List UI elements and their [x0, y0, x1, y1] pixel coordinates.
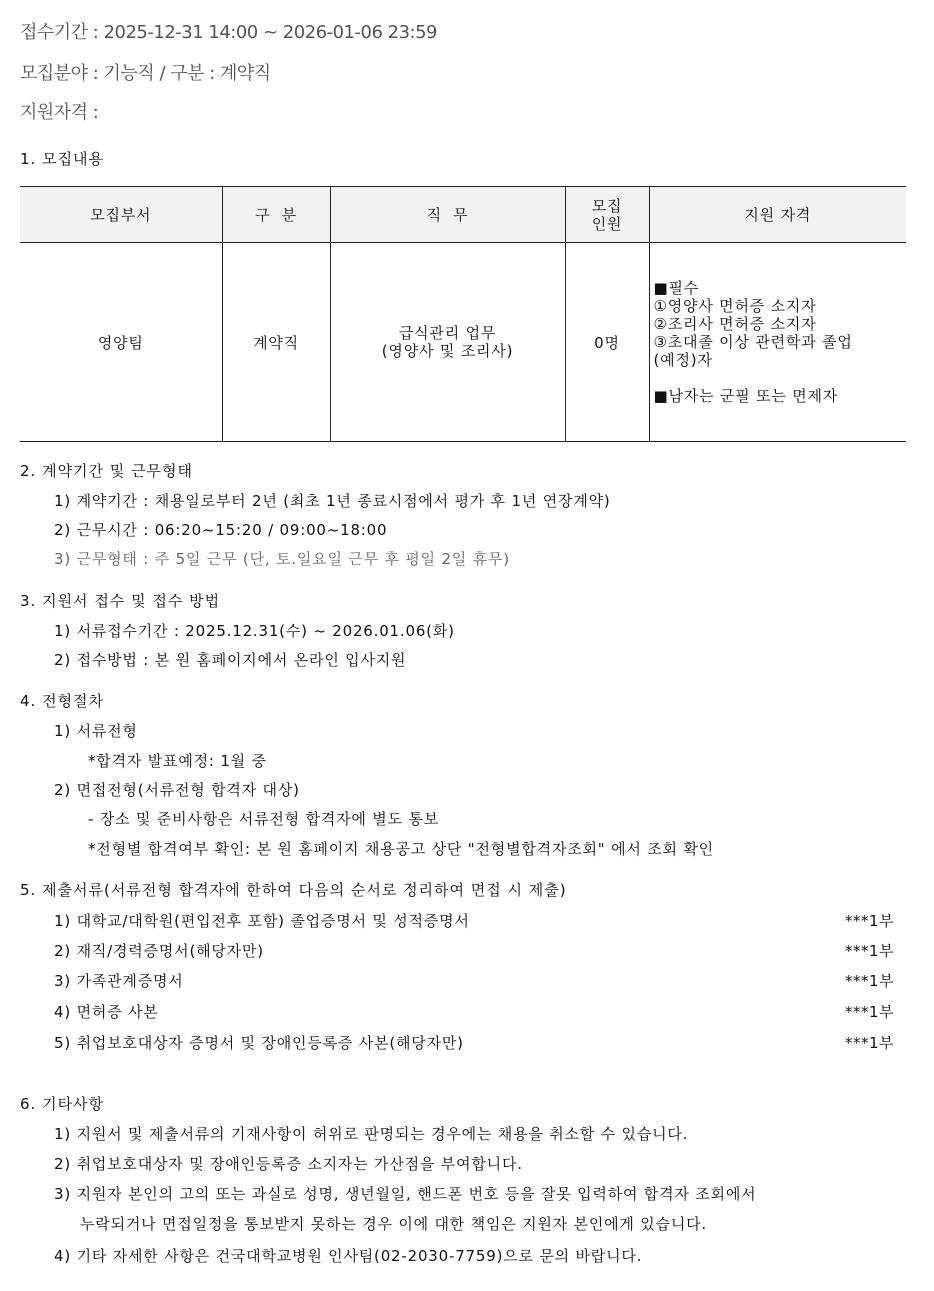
procedure-sub: *전형별 합격여부 확인: 본 원 홈페이지 채용공고 상단 "전형별합격자조회" 에서 조회 확인 [88, 840, 714, 858]
document-item: 3) 가족관계증명서 [54, 972, 184, 990]
procedure-item: 2) 면접전형(서류전형 합격자 대상) [54, 781, 300, 799]
document-count: ***1부 [844, 972, 894, 990]
cell-job [330, 243, 565, 442]
header-type: 구 분 [222, 187, 330, 243]
others-item: 1) 지원서 및 제출서류의 기재사항이 허위로 판명되는 경우에는 채용을 취소할 수 있습니다. [54, 1125, 689, 1143]
document-item: 4) 면허증 사본 [54, 1003, 159, 1021]
application-item: 2) 접수방법 : 본 원 홈페이지에서 온라인 입사지원 [54, 651, 407, 669]
document-count: ***1부 [844, 1003, 894, 1021]
qualification-label: 지원자격 : [20, 102, 99, 123]
document-count: ***1부 [844, 912, 894, 930]
qual-line: ③초대졸 이상 관련학과 졸업 [653, 333, 853, 351]
qual-spacer [654, 369, 907, 387]
header-count-line1: 모집 [591, 196, 623, 215]
procedure-sub: - 장소 및 준비사항은 서류전형 합격자에 별도 통보 [88, 810, 439, 828]
table-row [20, 243, 906, 442]
document-count: ***1부 [844, 942, 894, 960]
contract-item: 2) 근무시간 : 06:20~15:20 / 09:00~18:00 [54, 521, 388, 539]
qual-line: (예정)자 [653, 351, 713, 369]
header-dept: 모집부서 [20, 187, 222, 243]
recruit-table [20, 186, 906, 442]
section-title-documents: 5. 제출서류(서류전형 합격자에 한하여 다음의 순서로 정리하여 면접 시 제출) [20, 881, 567, 899]
others-item: 3) 지원자 본인의 고의 또는 과실로 성명, 생년월일, 핸드폰 번호 등을 잘못 입력하여 합격자 조회에서 [54, 1185, 757, 1203]
cell-type: 계약직 [222, 243, 330, 442]
qual-line: ①영양사 면허증 소지자 [653, 297, 817, 315]
header-count-line2: 인원 [591, 214, 623, 233]
procedure-item: 1) 서류전형 [54, 722, 138, 740]
cell-qualification [649, 243, 906, 442]
cell-dept: 영양팀 [20, 243, 222, 442]
cell-job-line1: 급식관리 업무 [398, 324, 497, 342]
contract-item: 3) 근무형태 : 주 5일 근무 (단, 토.일요일 근무 후 평일 2일 휴무) [54, 550, 510, 568]
qual-line: ■남자는 군필 또는 면제자 [653, 387, 839, 405]
contract-item: 1) 계약기간 : 채용일로부터 2년 (최초 1년 종료시점에서 평가 후 1년 연장계약) [54, 492, 611, 510]
others-item: 4) 기타 자세한 사항은 건국대학교병원 인사팀(02-2030-7759)으로 문의 바랍니다. [54, 1247, 643, 1265]
application-item: 1) 서류접수기간 : 2025.12.31(수) ~ 2026.01.06(화) [54, 622, 455, 640]
section-title-procedure: 4. 전형절차 [20, 692, 105, 710]
section-title-others: 6. 기타사항 [20, 1095, 105, 1113]
document-item: 1) 대학교/대학원(편입전후 포함) 졸업증명서 및 성적증명서 [54, 912, 470, 930]
document-item: 5) 취업보호대상자 증명서 및 장애인등록증 사본(해당자만) [54, 1034, 464, 1052]
others-item: 2) 취업보호대상자 및 장애인등록증 소지자는 가산점을 부여합니다. [54, 1155, 523, 1173]
others-item-continued: 누락되거나 면접일정을 통보받지 못하는 경우 이에 대한 책임은 지원자 본인에게 있습니다. [80, 1215, 707, 1233]
header-job: 직 무 [330, 187, 565, 243]
qual-line: ②조리사 면허증 소지자 [653, 315, 817, 333]
qual-line: ■필수 [653, 279, 700, 297]
header-qualification: 지원 자격 [649, 187, 906, 243]
section-title-contract: 2. 계약기간 및 근무형태 [20, 462, 194, 480]
document-item: 2) 재직/경력증명서(해당자만) [54, 942, 264, 960]
procedure-sub: *합격자 발표예정: 1월 중 [88, 752, 267, 770]
cell-count: 0명 [565, 243, 649, 442]
application-period: 접수기간 : 2025-12-31 14:00 ~ 2026-01-06 23:59 [20, 22, 437, 43]
section-title-application: 3. 지원서 접수 및 접수 방법 [20, 592, 221, 610]
recruit-field: 모집분야 : 기능직 / 구분 : 계약직 [20, 63, 271, 84]
document-count: ***1부 [844, 1034, 894, 1052]
table-header-row [20, 187, 906, 243]
section-title-recruit-content: 1. 모집내용 [20, 150, 105, 168]
cell-job-line2: (영양사 및 조리사) [381, 342, 514, 360]
header-count [565, 187, 649, 243]
